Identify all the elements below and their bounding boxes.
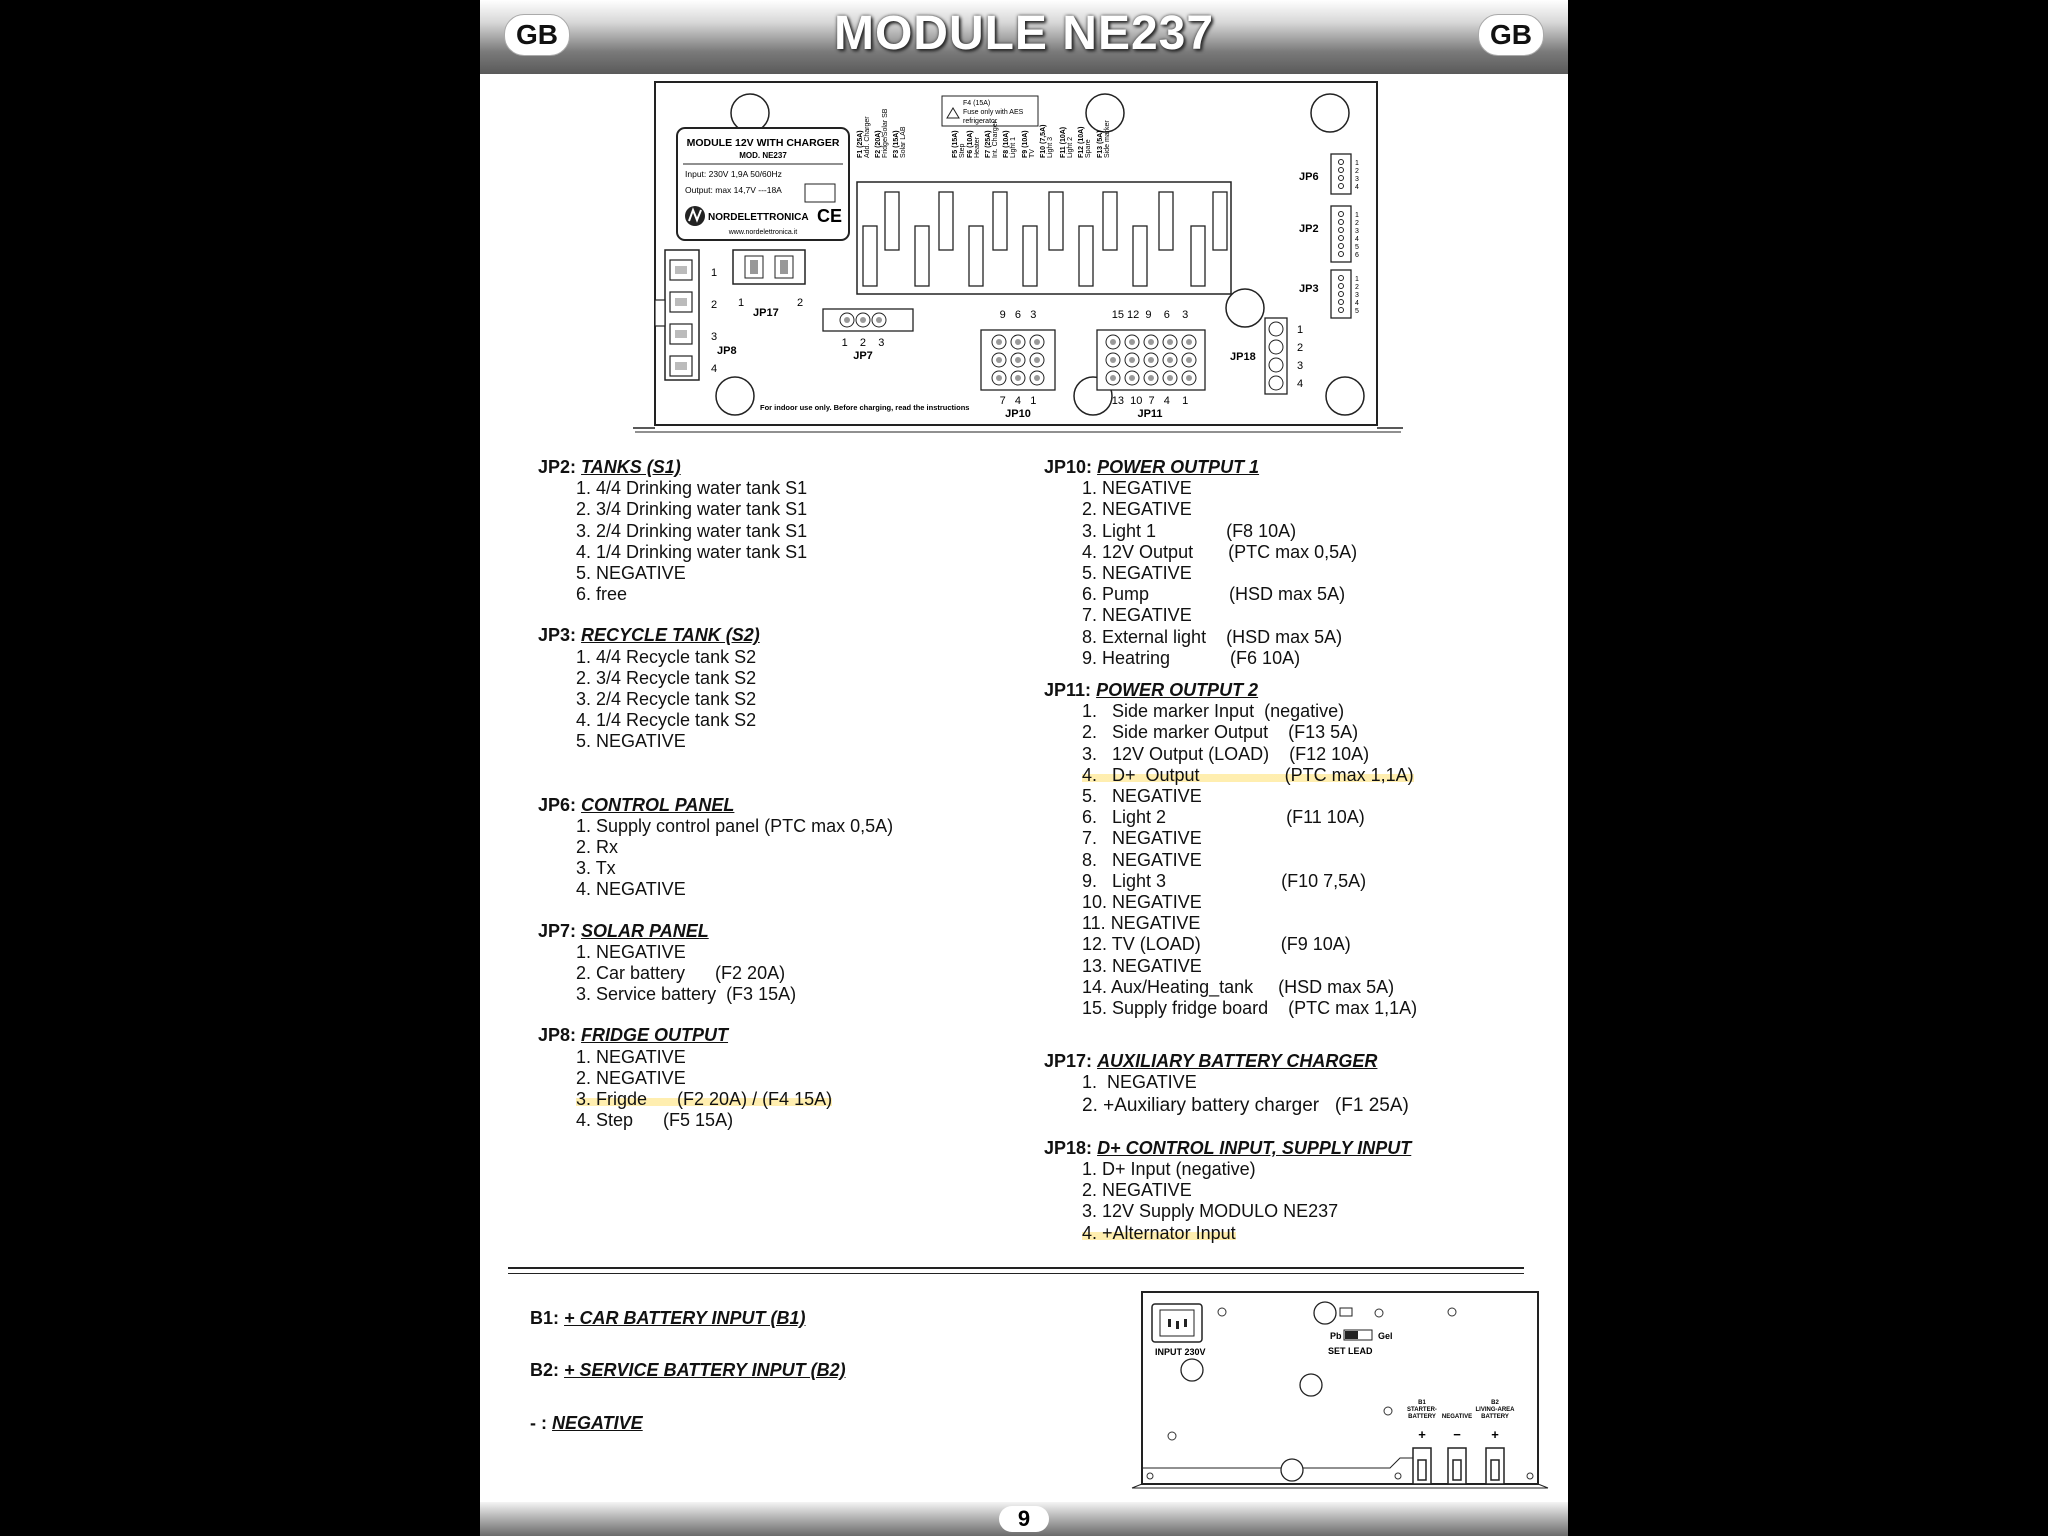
jp17-label: JP17 xyxy=(753,307,779,319)
list-item xyxy=(1082,765,1544,786)
b1-id: B1: xyxy=(530,1308,560,1328)
fuse-label: Add. Charger xyxy=(864,116,871,158)
section-id: JP11: xyxy=(1044,680,1092,701)
list-item: 10. NEGATIVE xyxy=(1082,892,1202,913)
list-item: 2. NEGATIVE xyxy=(1082,499,1192,520)
ce-mark: CE xyxy=(817,206,843,226)
list-item: 1. NEGATIVE xyxy=(576,1046,686,1067)
jp8-pin-3: 3 xyxy=(711,331,718,343)
jp7-label: JP7 xyxy=(853,350,873,362)
list-item: 3. 2/4 Drinking water tank S1 xyxy=(576,520,808,541)
list-item: 6. Pump (HSD max 5A) xyxy=(1082,584,1346,605)
pin-number: 1 xyxy=(1355,160,1359,167)
jp17-pin-1: 1 xyxy=(738,297,745,309)
section-jp6 xyxy=(538,795,1018,901)
jp18-pin-2: 2 xyxy=(1297,342,1304,354)
jp11-label: JP11 xyxy=(1137,408,1163,420)
section-jp17 xyxy=(1044,1051,1544,1117)
fuse-label: Step xyxy=(959,143,966,158)
module-diagram xyxy=(625,80,1425,448)
section-heading xyxy=(1044,1138,1544,1159)
section-id: JP10: xyxy=(1044,457,1093,477)
list-item: 2. NEGATIVE xyxy=(1082,1180,1192,1201)
language-badge-right: GB xyxy=(1478,14,1544,56)
list-item: 9. Light 3 (F10 7,5A) xyxy=(1082,870,1367,891)
section-jp8 xyxy=(538,1025,1018,1131)
jp8-connector xyxy=(655,250,737,380)
module-label-output: Output: max 14,7V ---18A xyxy=(685,185,782,195)
pin-number: 3 xyxy=(1355,228,1359,235)
fuse-label: F10 (7,5A) xyxy=(1040,124,1047,158)
section-id: JP17: xyxy=(1044,1051,1093,1072)
b2-terminal-sub2: BATTERY xyxy=(1481,1414,1509,1420)
list-item: 3. Service battery (F3 15A) xyxy=(576,984,797,1005)
jp18-pin-4: 4 xyxy=(1297,378,1304,390)
fuse-label: Spare xyxy=(1085,139,1092,158)
section-heading xyxy=(1044,457,1544,478)
list-item: 2. +Auxiliary battery charger (F1 25A) xyxy=(1082,1094,1409,1116)
negative-minus-sign: − xyxy=(1453,1427,1461,1442)
pin-number: 1 xyxy=(1355,276,1359,283)
highlighted-item: 4. +Alternator Input xyxy=(1082,1222,1236,1243)
list-item: 1. 4/4 Drinking water tank S1 xyxy=(576,478,808,499)
b2-terminal-label: B2 xyxy=(1491,1400,1499,1406)
b1-text: + CAR BATTERY INPUT (B1) xyxy=(564,1308,806,1328)
fuse-label: F5 (15A) xyxy=(952,130,959,158)
fuse-label: F2 (20A) xyxy=(875,130,882,158)
list-item: 4. 1/4 Recycle tank S2 xyxy=(576,710,757,731)
section-id: JP18: xyxy=(1044,1137,1093,1158)
left-column xyxy=(538,457,1018,1131)
section-heading xyxy=(538,921,1018,942)
b1-terminal-sub2: BATTERY xyxy=(1408,1414,1436,1420)
section-jp11 xyxy=(1044,680,1544,1019)
jp11-pins-bottom: 13 10 7 4 1 xyxy=(1111,395,1189,407)
fuse-label: Light 2 xyxy=(1067,136,1074,158)
list-item: 8. External light (HSD max 5A) xyxy=(1082,626,1343,647)
list-item: 1. NEGATIVE xyxy=(1082,1072,1197,1093)
fuse-label: F11 (10A) xyxy=(1060,126,1067,158)
section-title: POWER OUTPUT 1 xyxy=(1097,457,1260,477)
list-item: 1. NEGATIVE xyxy=(1082,478,1192,499)
list-item: 3. 2/4 Recycle tank S2 xyxy=(576,689,757,710)
input-230v-label: INPUT 230V xyxy=(1155,1347,1206,1357)
right-column xyxy=(1044,457,1544,1244)
section-heading xyxy=(1044,1051,1544,1072)
fuse xyxy=(1133,226,1147,286)
jp10-pins-bottom: 7 4 1 xyxy=(999,395,1037,407)
section-id: JP2: xyxy=(538,457,577,477)
b1-line xyxy=(530,1308,806,1329)
module-label-url: www.nordelettronica.it xyxy=(728,229,798,236)
list-item xyxy=(558,1089,1018,1110)
b2-plus-sign: + xyxy=(1491,1427,1499,1442)
pin-number: 3 xyxy=(1355,292,1359,299)
jp3-label: JP3 xyxy=(1299,283,1319,295)
divider xyxy=(508,1273,1524,1274)
fuse-label: Fridge/Solar SB xyxy=(882,108,889,158)
pin-number: 4 xyxy=(1355,236,1359,243)
section-title: POWER OUTPUT 2 xyxy=(1096,680,1259,701)
b2-text: + SERVICE BATTERY INPUT (B2) xyxy=(564,1360,846,1380)
jp18-pin-1: 1 xyxy=(1297,324,1304,336)
module-label-title: MODULE 12V WITH CHARGER xyxy=(686,137,840,149)
jp10-pins-top: 9 6 3 xyxy=(999,309,1037,321)
list-item: 2. 3/4 Drinking water tank S1 xyxy=(576,499,808,520)
section-id: JP6: xyxy=(538,794,577,815)
b2-line xyxy=(530,1360,846,1381)
pin-number: 5 xyxy=(1355,308,1359,315)
diagram-bottom-note: For indoor use only. Before charging, read the instructions xyxy=(760,403,970,412)
language-badge-left: GB xyxy=(504,14,570,56)
jp18-connector xyxy=(1230,318,1303,394)
section-title: D+ CONTROL INPUT, SUPPLY INPUT xyxy=(1097,1137,1412,1158)
fuse-label: F1 (25A) xyxy=(857,130,864,158)
jp2-label: JP2 xyxy=(1299,223,1319,235)
jp8-pin-4: 4 xyxy=(711,363,718,375)
fuse xyxy=(939,192,953,250)
section-id: JP7: xyxy=(538,920,577,941)
section-jp2 xyxy=(538,457,1018,605)
section-id: JP3: xyxy=(538,625,577,646)
list-item: 14. Aux/Heating_tank (HSD max 5A) xyxy=(1082,976,1395,997)
list-item: 2. Rx xyxy=(576,837,619,858)
page-footer xyxy=(480,1502,1568,1536)
jp8-label: JP8 xyxy=(717,345,737,357)
list-item: 3. 12V Output (LOAD) (F12 10A) xyxy=(1082,743,1370,764)
section-jp7 xyxy=(538,921,1018,1006)
pin-number: 1 xyxy=(1355,212,1359,219)
fuse-block xyxy=(857,182,1231,294)
list-item: 9. Heatring (F6 10A) xyxy=(1082,647,1301,668)
fuse xyxy=(1191,226,1205,286)
list-item: 5. NEGATIVE xyxy=(576,563,686,584)
section-heading xyxy=(538,625,1018,646)
side-panel-diagram xyxy=(1130,1288,1550,1498)
set-lead-label: SET LEAD xyxy=(1328,1346,1373,1356)
list-item: 3. Light 1 (F8 10A) xyxy=(1082,520,1297,541)
fuse xyxy=(1079,226,1093,286)
fuse xyxy=(1213,192,1227,250)
section-id: JP8: xyxy=(538,1025,577,1046)
gel-label: Gel xyxy=(1378,1331,1393,1341)
list-item: 2. Side marker Output (F13 5A) xyxy=(1082,722,1359,743)
list-item: 15. Supply fridge board (PTC max 1,1A) xyxy=(1082,998,1418,1019)
f4-note-line1: F4 (15A) xyxy=(963,100,991,107)
fuse-label: TV xyxy=(1029,149,1036,158)
module-label-input: Input: 230V 1,9A 50/60Hz xyxy=(685,169,782,179)
fuse-label: F13 (5A) xyxy=(1097,130,1104,158)
page-number: 9 xyxy=(999,1506,1049,1532)
pin-number: 3 xyxy=(1355,176,1359,183)
b1-terminal-sub1: STARTER- xyxy=(1407,1407,1437,1413)
fuse-label: F8 (10A) xyxy=(1003,130,1010,158)
negative-id: - : xyxy=(530,1413,547,1433)
fuse-label: F9 (10A) xyxy=(1022,130,1029,158)
section-title: AUXILIARY BATTERY CHARGER xyxy=(1097,1051,1378,1072)
list-item: 7. NEGATIVE xyxy=(1082,828,1202,849)
jp7-pins: 1 2 3 xyxy=(841,337,885,349)
list-item: 11. NEGATIVE xyxy=(1082,913,1201,934)
list-item: 5. NEGATIVE xyxy=(1082,786,1202,807)
list-item: 7. NEGATIVE xyxy=(1082,605,1192,626)
list-item: 4. Step (F5 15A) xyxy=(576,1110,734,1131)
jp11-connector xyxy=(1097,309,1205,420)
b2-terminal-sub1: LIVING-AREA xyxy=(1475,1407,1515,1413)
list-item: 5. NEGATIVE xyxy=(1082,563,1192,584)
fuse xyxy=(885,192,899,250)
section-title: TANKS (S1) xyxy=(581,457,681,477)
negative-text: NEGATIVE xyxy=(552,1413,643,1433)
section-heading xyxy=(538,457,1018,478)
jp6-label: JP6 xyxy=(1299,171,1319,183)
input-230v-socket xyxy=(1152,1304,1206,1357)
jp10-label: JP10 xyxy=(1005,408,1031,420)
fuse xyxy=(1049,192,1063,250)
list-item: 4. 12V Output (PTC max 0,5A) xyxy=(1082,541,1358,562)
fuse xyxy=(1103,192,1117,250)
jp11-pins-top: 15 12 9 6 3 xyxy=(1111,309,1189,321)
list-item: 3. Tx xyxy=(576,858,616,879)
section-title: RECYCLE TANK (S2) xyxy=(581,625,760,646)
fuse-label: Light 1 xyxy=(1010,136,1017,158)
list-item: 6. Light 2 (F11 10A) xyxy=(1082,807,1365,828)
module-label-box xyxy=(677,128,849,240)
fuse-label: Solar LAB xyxy=(900,126,907,158)
pb-label: Pb xyxy=(1330,1331,1342,1341)
highlighted-item: 3. Frigde (F2 20A) / (F4 15A) xyxy=(576,1089,833,1110)
divider xyxy=(508,1267,1524,1269)
list-item: 6. free xyxy=(576,584,628,605)
manual-page xyxy=(480,0,1568,1536)
list-item: 1. NEGATIVE xyxy=(576,941,686,962)
fuse-label: Int. Charger xyxy=(992,121,999,158)
jp17-connector xyxy=(733,250,805,319)
page-header xyxy=(480,0,1568,74)
list-item: 2. NEGATIVE xyxy=(576,1067,686,1088)
negative-terminal-label: NEGATIVE xyxy=(1441,1414,1473,1420)
highlighted-item: 4. D+ Output (PTC max 1,1A) xyxy=(1082,764,1414,785)
list-item: 5. NEGATIVE xyxy=(576,731,686,752)
fuse-label: Heater xyxy=(974,136,981,158)
section-heading xyxy=(538,1025,1018,1046)
pin-number: 2 xyxy=(1355,284,1359,291)
pin-number: 4 xyxy=(1355,184,1359,191)
f4-note xyxy=(942,96,1038,126)
list-item: 8. NEGATIVE xyxy=(1082,849,1202,870)
fuse-label: Side marker xyxy=(1104,120,1111,158)
list-item: 12. TV (LOAD) (F9 10A) xyxy=(1082,934,1351,955)
module-label-brand: NORDELETTRONICA xyxy=(708,212,809,223)
list-item: 3. 12V Supply MODULO NE237 xyxy=(1082,1201,1339,1222)
jp7-connector xyxy=(823,309,913,362)
fuse xyxy=(969,226,983,286)
negative-line xyxy=(530,1413,643,1434)
list-item: 4. NEGATIVE xyxy=(576,879,686,900)
jp8-pin-1: 1 xyxy=(711,267,718,279)
f4-note-line2: Fuse only with AES xyxy=(963,109,1024,116)
section-heading xyxy=(538,795,1018,816)
section-jp18 xyxy=(1044,1138,1544,1244)
b2-id: B2: xyxy=(530,1360,560,1380)
fuse xyxy=(1023,226,1037,286)
fuse xyxy=(993,192,1007,250)
list-item: 2. Car battery (F2 20A) xyxy=(576,963,786,984)
pin-number: 2 xyxy=(1355,168,1359,175)
section-title: CONTROL PANEL xyxy=(581,794,735,815)
pin-number: 5 xyxy=(1355,244,1359,251)
f4-note-line3: refrigerator xyxy=(963,118,998,125)
section-title: FRIDGE OUTPUT xyxy=(581,1025,729,1046)
fuse xyxy=(915,226,929,286)
list-item: 1. Supply control panel (PTC max 0,5A) xyxy=(576,815,894,836)
list-item xyxy=(1082,1223,1544,1244)
section-heading xyxy=(1044,680,1544,701)
list-item: 1. D+ Input (negative) xyxy=(1082,1158,1256,1179)
jp17-pin-2: 2 xyxy=(797,297,804,309)
b1-terminal-label: B1 xyxy=(1418,1400,1426,1406)
list-item: 1. Side marker Input (negative) xyxy=(1082,701,1345,722)
section-jp3 xyxy=(538,625,1018,752)
fuse-label: F12 (10A) xyxy=(1078,126,1085,158)
list-item: 2. 3/4 Recycle tank S2 xyxy=(576,667,757,688)
pin-number: 2 xyxy=(1355,220,1359,227)
fuse-label: F3 (15A) xyxy=(893,130,900,158)
fuse-label: F7 (25A) xyxy=(985,130,992,158)
section-jp10 xyxy=(1044,457,1544,669)
section-title: SOLAR PANEL xyxy=(581,920,709,941)
jp10-connector xyxy=(981,309,1055,420)
jp8-pin-2: 2 xyxy=(711,299,718,311)
page-title: MODULE NE237 xyxy=(833,7,1215,60)
b1-plus-sign: + xyxy=(1418,1427,1426,1442)
fuse xyxy=(863,226,877,286)
module-label-model: MOD. NE237 xyxy=(739,151,787,160)
list-item: 13. NEGATIVE xyxy=(1082,955,1202,976)
jp18-pin-3: 3 xyxy=(1297,360,1304,372)
pin-number: 4 xyxy=(1355,300,1359,307)
list-item: 1. 4/4 Recycle tank S2 xyxy=(576,646,757,667)
fuse-label: F6 (10A) xyxy=(967,130,974,158)
jp18-label: JP18 xyxy=(1230,351,1256,363)
fuse-label: Light 3 xyxy=(1047,136,1054,158)
list-item: 4. 1/4 Drinking water tank S1 xyxy=(576,541,808,562)
battery-terminals xyxy=(1413,1448,1504,1484)
fuse xyxy=(1159,192,1173,250)
pin-number: 6 xyxy=(1355,252,1359,259)
